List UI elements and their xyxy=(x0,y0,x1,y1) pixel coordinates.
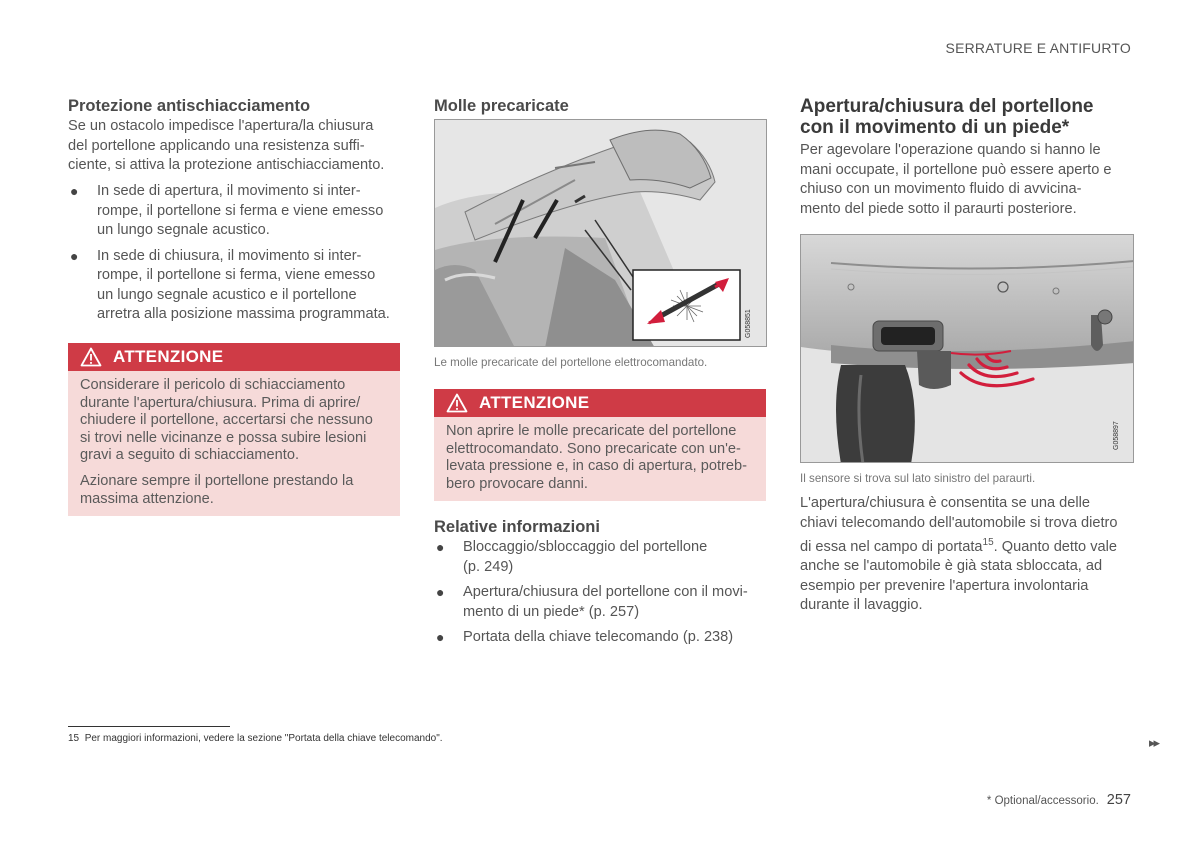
warning-body xyxy=(434,417,766,501)
text-line: Azionare sempre il portellone prestando la xyxy=(80,472,354,489)
bullet-icon: ● xyxy=(436,584,445,600)
text-line: chiudere il portellone, accertarsi che nessuno xyxy=(80,412,373,429)
text-fragment: . Quanto detto vale xyxy=(993,538,1117,555)
related-links xyxy=(434,538,769,654)
warning-header xyxy=(434,389,766,417)
text-line: un lungo segnale acustico. xyxy=(97,222,270,238)
text-line: rompe, il portellone si ferma, viene emesso xyxy=(97,267,376,283)
text-line: bero provocare danni. xyxy=(446,475,588,492)
text-line: chiavi telecomando dell'automobile si trova dietro xyxy=(800,514,1118,531)
text-line: mento di un piede* (p. 257) xyxy=(463,603,640,620)
warning-title: ATTENZIONE xyxy=(479,393,590,412)
warning-paragraph xyxy=(80,473,388,508)
heading-line: Apertura/chiusura del portellone xyxy=(800,96,1094,117)
heading-protezione: Protezione antischiacciamento xyxy=(68,97,311,115)
piede-intro xyxy=(800,141,1135,219)
page-footer xyxy=(987,792,1131,808)
piede-body xyxy=(800,494,1140,616)
heading-line: con il movimento di un piede* xyxy=(800,117,1070,138)
figure-molle xyxy=(434,119,767,347)
tailgate-springs-illustration xyxy=(435,120,767,347)
heading-apertura-piede xyxy=(800,96,1094,138)
next-page-arrows-icon[interactable]: ▸▸ xyxy=(1149,735,1159,750)
text-line: rompe, il portellone si ferma e viene emesso xyxy=(97,202,384,219)
list-item xyxy=(68,182,403,241)
footnote-number: 15 xyxy=(68,733,80,744)
section-header: SERRATURE E ANTIFURTO xyxy=(945,40,1131,56)
text-line: In sede di chiusura, il movimento si inter- xyxy=(97,247,362,264)
warning-paragraph xyxy=(446,423,754,493)
figure-code: G058851 xyxy=(745,309,752,338)
optional-note: * Optional/accessorio. xyxy=(986,795,1099,807)
text-line: durante l'apertura/chiusura. Prima di aprire/ xyxy=(80,394,361,411)
text-line xyxy=(800,533,1140,557)
text-line: Portata della chiave telecomando (p. 238) xyxy=(463,629,734,645)
text-line: Per agevolare l'operazione quando si hanno le xyxy=(800,142,1101,158)
related-link[interactable] xyxy=(434,538,769,577)
related-link[interactable] xyxy=(434,583,769,622)
text-line: Apertura/chiusura del portellone con il movi- xyxy=(463,584,748,600)
footnote-ref[interactable]: 15 xyxy=(982,537,994,548)
text-line: Considerare il pericolo di schiacciamento xyxy=(80,377,346,393)
heading-molle: Molle precaricate xyxy=(434,97,569,115)
text-line: esempio per prevenire l'apertura involontaria xyxy=(800,577,1089,594)
figure-code: G058897 xyxy=(1113,421,1120,450)
text-line: mani occupate, il portellone può essere aperto e xyxy=(800,161,1112,178)
warning-box-protezione xyxy=(68,343,400,516)
text-line: In sede di apertura, il movimento si inter- xyxy=(97,183,361,199)
text-line: Se un ostacolo impedisce l'apertura/la chiusura xyxy=(68,118,374,134)
text-line: Bloccaggio/sbloccaggio del portellone xyxy=(463,539,708,555)
figure-caption-sensore: Il sensore si trova sul lato sinistro del paraurti. xyxy=(800,472,1036,485)
warning-body xyxy=(68,371,400,516)
heading-related: Relative informazioni xyxy=(434,518,600,536)
text-line: (p. 249) xyxy=(463,558,514,575)
text-line: mento del piede sotto il paraurti posteriore. xyxy=(800,200,1077,217)
figure-sensore xyxy=(800,234,1134,463)
warning-paragraph xyxy=(80,377,388,465)
text-line: gravi a seguito di schiacciamento. xyxy=(80,447,300,464)
bullet-icon: ● xyxy=(70,247,79,264)
text-line: durante il lavaggio. xyxy=(800,597,923,614)
text-line: del portellone applicando una resistenza suffi- xyxy=(68,137,365,154)
warning-header xyxy=(68,343,400,371)
protezione-intro xyxy=(68,117,403,176)
text-line: massima attenzione. xyxy=(80,490,214,507)
footnote-divider xyxy=(68,726,230,727)
text-line: anche se l'automobile è già stata sbloccata, ad xyxy=(800,558,1103,575)
text-line: levata pressione e, in caso di apertura, potreb- xyxy=(446,458,747,475)
text-line: Non aprire le molle precaricate del portellone xyxy=(446,423,737,439)
text-line: arretra alla posizione massima programmata. xyxy=(97,306,390,322)
warning-box-molle xyxy=(434,389,766,501)
bullet-icon: ● xyxy=(436,539,445,555)
text-line: ciente, si attiva la protezione antischiacciamento. xyxy=(68,157,385,173)
related-link[interactable] xyxy=(434,628,769,648)
list-item xyxy=(68,247,403,325)
bullet-icon: ● xyxy=(436,629,445,645)
text-fragment: di essa nel campo di portata xyxy=(800,538,983,555)
text-line: L'apertura/chiusura è consentita se una delle xyxy=(800,495,1090,511)
warning-triangle-icon xyxy=(80,347,102,367)
warning-triangle-icon xyxy=(446,393,468,413)
warning-title: ATTENZIONE xyxy=(113,347,224,366)
footnote-text: Per maggiori informazioni, vedere la sezione "Portata della chiave telecomando". xyxy=(84,733,443,744)
page-number: 257 xyxy=(1106,792,1131,808)
text-line: chiuso con un movimento fluido di avvicina- xyxy=(800,181,1082,197)
protezione-bullets xyxy=(68,182,403,331)
figure-caption-molle: Le molle precaricate del portellone elettrocomandato. xyxy=(434,356,708,369)
footnote xyxy=(68,733,443,744)
text-line: un lungo segnale acustico e il portellone xyxy=(97,286,357,303)
text-line: elettrocomandato. Sono precaricate con un'e- xyxy=(446,440,741,457)
rear-bumper-sensor-illustration xyxy=(801,235,1134,463)
text-line: si trovi nelle vicinanze e possa subire lesioni xyxy=(80,429,367,446)
bullet-icon: ● xyxy=(70,183,79,199)
